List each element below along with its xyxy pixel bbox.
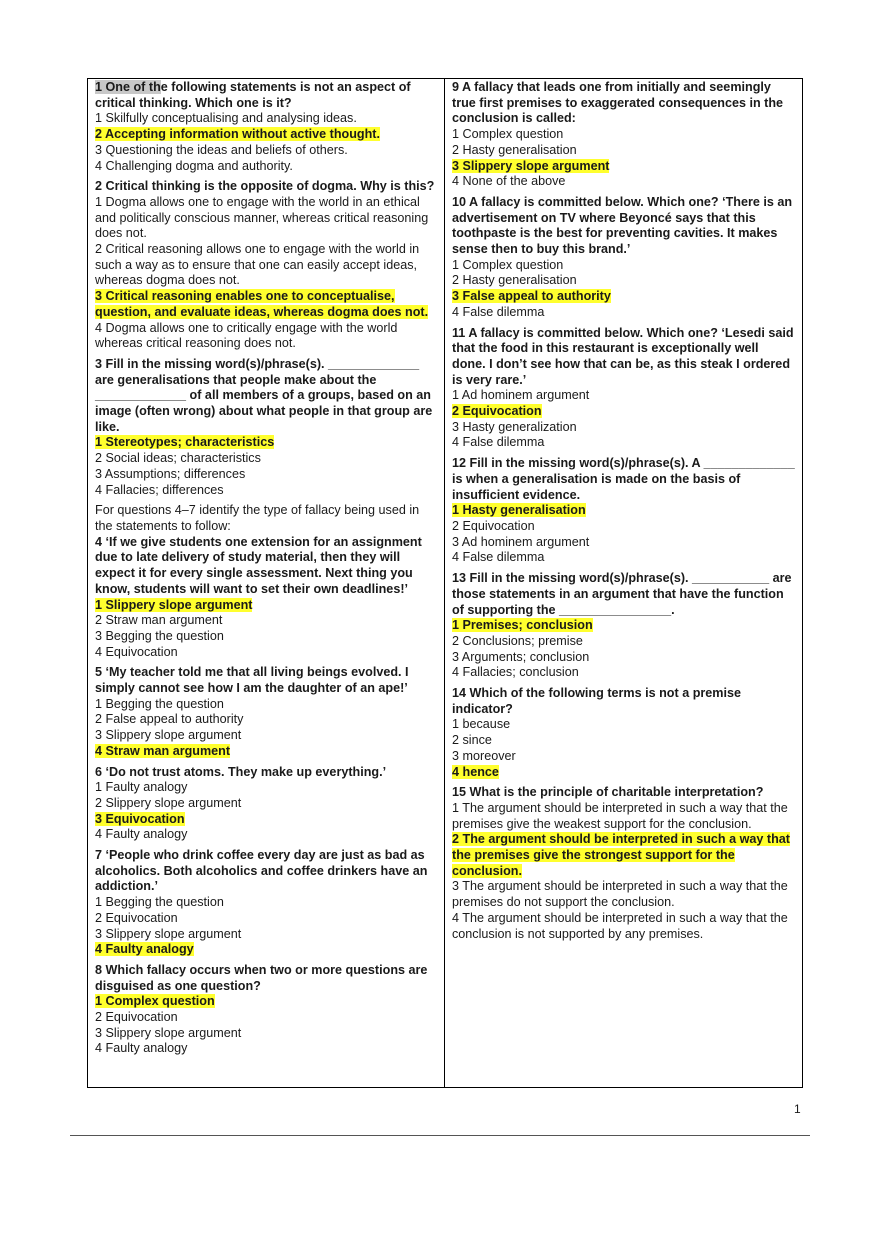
answer-option <box>452 404 795 420</box>
correct-answer-highlight: 4 hence <box>452 764 499 779</box>
answer-option-text: 2 Hasty generalisation <box>452 142 577 157</box>
answer-option-text: 4 False dilemma <box>452 550 545 565</box>
answer-option <box>95 911 437 927</box>
correct-answer-highlight: 1 Stereotypes; characteristics <box>95 435 275 450</box>
answer-option <box>452 519 795 535</box>
answer-option <box>95 927 437 943</box>
answer-option-text: 1 Faulty analogy <box>95 780 188 795</box>
question-14 <box>452 686 795 780</box>
answer-option-text: 2 Conclusions; premise <box>452 633 583 648</box>
answer-option <box>452 550 795 566</box>
question-stem: 3 Fill in the missing word(s)/phrase(s). _____________ are generalisations that people make about the _____________ of all members of a groups, based on an image (often wrong) about what people in that group are like. <box>95 356 433 434</box>
answer-option-text: 2 since <box>452 733 492 748</box>
answer-option <box>452 665 795 681</box>
question-9 <box>452 80 795 190</box>
answer-option <box>95 483 437 499</box>
answer-option <box>95 1010 437 1026</box>
answer-option <box>95 1026 437 1042</box>
footer-rule <box>70 1135 810 1136</box>
answer-option-text: 1 Dogma allows one to engage with the world in an ethical and politically conscious manner, whereas critical reasoning does not. <box>95 194 429 241</box>
answer-option-text: 3 Assumptions; differences <box>95 466 246 481</box>
question-15 <box>452 785 795 942</box>
answer-option <box>95 111 437 127</box>
answer-option <box>95 994 437 1010</box>
answer-option <box>95 812 437 828</box>
answer-option <box>95 435 437 451</box>
answer-option <box>95 159 437 175</box>
question-stem: 2 Critical thinking is the opposite of dogma. Why is this? <box>95 179 435 194</box>
answer-option-text: 1 because <box>452 717 511 732</box>
answer-option <box>452 305 795 321</box>
answer-option <box>452 420 795 436</box>
answer-option-text: 2 Slippery slope argument <box>95 795 242 810</box>
answer-option <box>95 451 437 467</box>
answer-option-text: 1 Complex question <box>452 257 564 272</box>
correct-answer-highlight: 3 False appeal to authority <box>452 289 611 304</box>
answer-option <box>452 159 795 175</box>
question-13 <box>452 571 795 681</box>
answer-option <box>95 598 437 614</box>
answer-option <box>95 143 437 159</box>
answer-option <box>452 289 795 305</box>
answer-option-text: 3 The argument should be interpreted in such a way that the premises do not support the conclusion. <box>452 879 788 910</box>
answer-option-text: 4 Fallacies; conclusion <box>452 665 579 680</box>
answer-option-text: 4 None of the above <box>452 174 566 189</box>
answer-option <box>95 629 437 645</box>
answer-option-text: 3 Hasty generalization <box>452 419 577 434</box>
answer-option-text: 4 False dilemma <box>452 435 545 450</box>
answer-option-text: 1 Ad hominem argument <box>452 388 590 403</box>
answer-option <box>452 765 795 781</box>
answer-option-text: 3 Ad hominem argument <box>452 534 590 549</box>
answer-option <box>95 195 437 242</box>
question-7 <box>95 848 437 958</box>
right-column <box>445 79 802 1087</box>
question-intro: For questions 4–7 identify the type of fallacy being used in the statements to follow: <box>95 503 420 533</box>
question-1 <box>95 80 437 174</box>
answer-option <box>452 879 795 910</box>
answer-option <box>95 467 437 483</box>
question-8 <box>95 963 437 1057</box>
correct-answer-highlight: 3 Slippery slope argument <box>452 158 610 173</box>
correct-answer-highlight: 3 Equivocation <box>95 811 185 826</box>
answer-option <box>452 503 795 519</box>
answer-option-text: 3 Begging the question <box>95 628 224 643</box>
correct-answer-highlight: 3 Critical reasoning enables one to conceptualise, question, and evaluate ideas, whereas dogma does not. <box>95 289 429 319</box>
question-stem: 15 What is the principle of charitable interpretation? <box>452 785 764 800</box>
answer-option-text: 2 Critical reasoning allows one to engage with the world in such a way as to ensure that one can easily accept ideas, whereas dogma does not. <box>95 242 420 288</box>
question-stem: 7 ‘People who drink coffee every day are just as bad as alcoholics. Both alcoholics and coffee drinkers have an addiction.’ <box>95 848 428 894</box>
question-stem: 6 ‘Do not trust atoms. They make up everything.’ <box>95 764 387 779</box>
answer-option <box>452 733 795 749</box>
correct-answer-highlight: 1 Slippery slope argument <box>95 597 253 612</box>
question-11 <box>452 326 795 452</box>
answer-option <box>95 827 437 843</box>
answer-option <box>95 780 437 796</box>
answer-option-text: 3 moreover <box>452 748 516 763</box>
question-12 <box>452 456 795 566</box>
answer-option <box>95 1041 437 1057</box>
answer-option-text: 4 Faulty analogy <box>95 827 188 842</box>
answer-option-text: 2 Equivocation <box>452 518 535 533</box>
answer-option-text: 4 Dogma allows one to critically engage with the world whereas critical reasoning does not. <box>95 320 398 351</box>
answer-option-text: 1 Complex question <box>452 127 564 142</box>
answer-option-text: 3 Questioning the ideas and beliefs of others. <box>95 142 348 157</box>
answer-option <box>452 435 795 451</box>
question-stem: 5 ‘My teacher told me that all living beings evolved. I simply cannot see how I am the daughter of an ape!’ <box>95 665 409 696</box>
question-3 <box>95 357 437 498</box>
answer-option-text: 2 Equivocation <box>95 910 178 925</box>
answer-option-text: 2 False appeal to authority <box>95 712 244 727</box>
answer-option-text: 4 Faulty analogy <box>95 1041 188 1056</box>
question-stem <box>95 80 437 111</box>
answer-option-text: 3 Slippery slope argument <box>95 728 242 743</box>
answer-option <box>452 388 795 404</box>
answer-option <box>95 321 437 352</box>
answer-option <box>452 127 795 143</box>
answer-option <box>452 832 795 879</box>
answer-option-text: 4 Fallacies; differences <box>95 482 224 497</box>
answer-option <box>452 911 795 942</box>
answer-option <box>452 749 795 765</box>
answer-option <box>95 744 437 760</box>
answer-option-text: 2 Social ideas; characteristics <box>95 451 261 466</box>
answer-option <box>95 796 437 812</box>
answer-option-text: 1 Skilfully conceptualising and analysing ideas. <box>95 111 357 126</box>
correct-answer-highlight: 1 Hasty generalisation <box>452 503 586 518</box>
question-stem: 10 A fallacy is committed below. Which one? ‘There is an advertisement on TV where Beyoncé says that this toothpaste is the best for preventing cavities. It makes sense then to buy this brand.’ <box>452 194 793 257</box>
correct-answer-highlight: 2 Accepting information without active thought. <box>95 127 380 142</box>
answer-option-text: 4 Equivocation <box>95 644 178 659</box>
answer-option <box>452 717 795 733</box>
correct-answer-highlight: 2 Equivocation <box>452 404 542 419</box>
correct-answer-highlight: 4 Faulty analogy <box>95 942 194 957</box>
answer-option-text: 1 Begging the question <box>95 696 224 711</box>
answer-option <box>452 174 795 190</box>
answer-option <box>452 634 795 650</box>
question-stem: 13 Fill in the missing word(s)/phrase(s). ___________ are those statements in an argument that have the function of supporting the ________________. <box>452 571 792 617</box>
answer-option-text: 4 False dilemma <box>452 304 545 319</box>
answer-option <box>95 289 437 320</box>
answer-option-text: 3 Slippery slope argument <box>95 1025 242 1040</box>
answer-option-text: 1 The argument should be interpreted in such a way that the premises give the weakest support for the conclusion. <box>452 800 788 831</box>
question-10 <box>452 195 795 321</box>
answer-option <box>452 258 795 274</box>
question-stem: 14 Which of the following terms is not a premise indicator? <box>452 686 741 716</box>
answer-option <box>95 895 437 911</box>
correct-answer-highlight: 4 Straw man argument <box>95 743 231 758</box>
answer-option <box>95 942 437 958</box>
answer-option-text: 1 Begging the question <box>95 895 224 910</box>
answer-option <box>95 127 437 143</box>
answer-option <box>452 143 795 159</box>
answer-option-text: 4 Challenging dogma and authority. <box>95 158 293 173</box>
answer-option-text: 3 Slippery slope argument <box>95 926 242 941</box>
quiz-table <box>87 78 803 1088</box>
correct-answer-highlight: 1 Complex question <box>95 994 215 1009</box>
answer-option-text: 4 The argument should be interpreted in such a way that the conclusion is not supported by any premises. <box>452 910 788 941</box>
question-stem: 12 Fill in the missing word(s)/phrase(s). A _____________ is when a generalisation is made on the basis of insufficient evidence. <box>452 456 795 502</box>
answer-option <box>452 650 795 666</box>
question-stem-marked: 1 One of th <box>95 80 161 94</box>
question-2 <box>95 179 437 352</box>
page-number: 1 <box>794 1102 801 1116</box>
left-column <box>88 79 445 1087</box>
answer-option <box>95 712 437 728</box>
answer-option <box>95 697 437 713</box>
correct-answer-highlight: 2 The argument should be interpreted in such a way that the premises give the strongest support for the conclusion. <box>452 832 790 878</box>
answer-option <box>95 613 437 629</box>
question-stem: 8 Which fallacy occurs when two or more questions are disguised as one question? <box>95 962 428 993</box>
answer-option <box>95 728 437 744</box>
answer-option-text: 2 Hasty generalisation <box>452 273 577 288</box>
answer-option-text: 2 Straw man argument <box>95 613 223 628</box>
answer-option <box>95 645 437 661</box>
question-5 <box>95 665 437 759</box>
question-4 <box>95 503 437 660</box>
answer-option <box>452 535 795 551</box>
answer-option <box>452 618 795 634</box>
question-stem: 9 A fallacy that leads one from initially and seemingly true first premises to exaggerated consequences in the conclusion is called: <box>452 80 784 126</box>
answer-option-text: 2 Equivocation <box>95 1010 178 1025</box>
answer-option <box>95 242 437 289</box>
answer-option-text: 3 Arguments; conclusion <box>452 649 590 664</box>
question-6 <box>95 765 437 844</box>
question-stem: 11 A fallacy is committed below. Which one? ‘Lesedi said that the food in this restaurant is exceptionally well done. I don’t see how that can be, as this steak I ordered is very rare.’ <box>452 325 794 387</box>
answer-option <box>452 801 795 832</box>
correct-answer-highlight: 1 Premises; conclusion <box>452 618 593 633</box>
question-stem-text: e following statements is not an aspect of critical thinking. Which one is it? <box>95 80 411 110</box>
answer-option <box>452 273 795 289</box>
question-stem: 4 ‘If we give students one extension for an assignment due to late delivery of study material, then they will expect it for every single assessment. Next thing you know, students will want to set their own deadlines!’ <box>95 534 422 596</box>
